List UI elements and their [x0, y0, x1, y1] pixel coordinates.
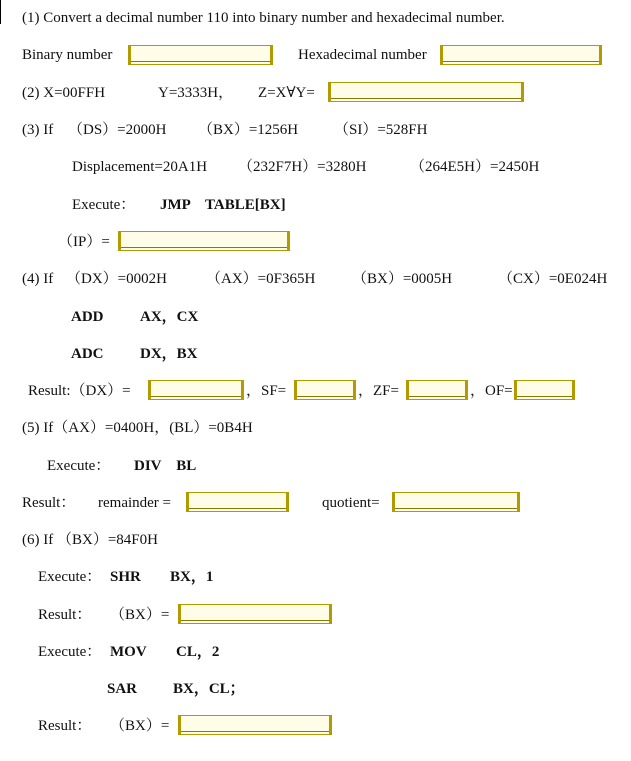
- q1-hex-label: Hexadecimal number: [298, 47, 427, 63]
- bx-sar-answer-field[interactable]: [178, 715, 332, 735]
- q6-exec1-args: BX，1: [170, 569, 214, 585]
- q4-label: (4) If: [22, 271, 54, 287]
- q4-args-add: AX，CX: [140, 309, 199, 325]
- q5-instruction: DIV BL: [134, 458, 197, 474]
- of-answer-field[interactable]: [514, 380, 575, 400]
- dx-answer-field[interactable]: [148, 380, 244, 400]
- hex-answer-field[interactable]: [440, 45, 602, 65]
- q4-result-dx: Result:（DX）=: [28, 383, 131, 399]
- q5-title: (5) If（AX）=0400H，(BL）=0B4H: [22, 420, 253, 436]
- q3-ip-label: （IP）=: [58, 234, 110, 250]
- q3-bx: （BX）=1256H: [198, 122, 299, 138]
- q3-mem1: （232F7H）=3280H: [238, 159, 367, 175]
- q6-exec1-op: SHR: [110, 569, 141, 585]
- q6-execute2-label: Execute：: [38, 644, 102, 660]
- q5-remainder-label: remainder =: [98, 495, 172, 511]
- binary-answer-field[interactable]: [128, 45, 273, 65]
- q6-exec2-args: CL，2: [176, 644, 220, 660]
- q4-op-adc: ADC: [71, 346, 104, 362]
- q3-instruction: JMP TABLE[BX]: [160, 197, 286, 213]
- q5-execute-label: Execute：: [47, 458, 111, 474]
- q3-execute-label: Execute：: [72, 197, 136, 213]
- q2-y: Y=3333H，: [158, 85, 234, 101]
- q3-si: （SI）=528FH: [334, 122, 428, 138]
- q5-result-label: Result：: [22, 495, 76, 511]
- q6-exec3-op: SAR: [107, 681, 138, 697]
- text-cursor: [0, 0, 1, 24]
- q3-mem2: （264E5H）=2450H: [410, 159, 540, 175]
- q5-quotient-label: quotient=: [322, 495, 380, 511]
- q4-op-add: ADD: [71, 309, 104, 325]
- q1-binary-label: Binary number: [22, 47, 113, 63]
- q4-args-adc: DX，BX: [140, 346, 198, 362]
- q3-label: (3) If: [22, 122, 54, 138]
- zf-answer-field[interactable]: [406, 380, 468, 400]
- bx-shr-answer-field[interactable]: [178, 604, 332, 624]
- z-answer-field[interactable]: [328, 82, 524, 102]
- q4-dx: （DX）=0002H: [66, 271, 167, 287]
- sf-answer-field[interactable]: [294, 380, 356, 400]
- q1-title: (1) Convert a decimal number 110 into binary number and hexadecimal number.: [22, 10, 505, 26]
- q6-exec3-args: BX，CL；: [173, 681, 245, 697]
- remainder-answer-field[interactable]: [186, 492, 289, 512]
- q6-exec2-op: MOV: [110, 644, 147, 660]
- q3-displacement: Displacement=20A1H: [72, 159, 208, 175]
- q6-result2-label: Result：: [38, 718, 92, 734]
- quotient-answer-field[interactable]: [392, 492, 520, 512]
- q3-ds: （DS）=2000H: [68, 122, 167, 138]
- q4-bx: （BX）=0005H: [352, 271, 453, 287]
- q2-z: Z=X∀Y=: [258, 85, 315, 101]
- q6-title: (6) If （BX）=84F0H: [22, 532, 158, 548]
- q4-of-label: ，OF=: [470, 383, 513, 399]
- q4-ax: （AX）=0F365H: [206, 271, 316, 287]
- q4-zf-label: ，ZF=: [358, 383, 399, 399]
- q6-result1-bx: （BX）=: [110, 607, 170, 623]
- ip-answer-field[interactable]: [118, 231, 290, 251]
- q4-cx: （CX）=0E024H: [498, 271, 608, 287]
- q2-x: (2) X=00FFH: [22, 85, 106, 101]
- q6-result1-label: Result：: [38, 607, 92, 623]
- q6-result2-bx: （BX）=: [110, 718, 170, 734]
- q6-execute1-label: Execute：: [38, 569, 102, 585]
- q4-sf-label: ，SF=: [246, 383, 287, 399]
